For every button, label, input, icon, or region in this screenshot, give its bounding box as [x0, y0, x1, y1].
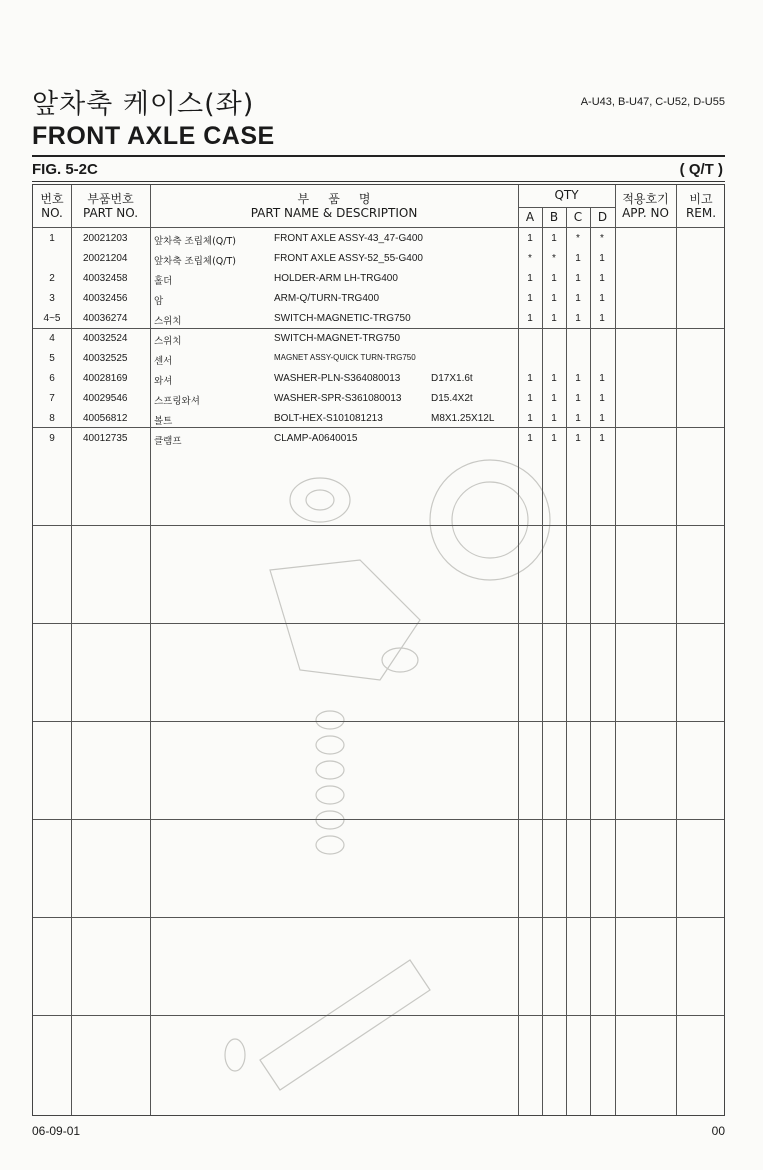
row-part-no: 40036274: [83, 313, 128, 324]
row-qty-d: 1: [599, 273, 605, 284]
row-qty-d: *: [600, 233, 604, 244]
row-qty-b: 1: [551, 233, 557, 244]
row-no: 4: [49, 333, 55, 344]
header-qty-a: A: [525, 210, 535, 224]
row-name-ko: 볼트: [154, 416, 173, 427]
model-list: A-U43, B-U47, C-U52, D-U55: [580, 96, 725, 108]
row-qty-d: 1: [599, 293, 605, 304]
header-qty-c: C: [573, 210, 583, 224]
row-qty-b: 1: [551, 273, 557, 284]
row-qty-b: 1: [551, 413, 557, 424]
row-qty-a: 1: [527, 373, 533, 384]
row-qty-d: 1: [599, 253, 605, 264]
header-app-no: APP. NO: [622, 206, 669, 220]
row-qty-a: 1: [527, 293, 533, 304]
row-name-ko: 스위치: [154, 336, 182, 347]
header-part-no: PART NO.: [82, 206, 139, 220]
row-qty-a: 1: [527, 273, 533, 284]
row-part-no: 40012735: [83, 433, 128, 444]
row-name-ko: 홀더: [154, 276, 173, 287]
row-part-no: 40032525: [83, 353, 128, 364]
header-rem-ko: 비고: [689, 192, 713, 206]
row-part-no: 40029546: [83, 393, 128, 404]
row-part-name: WASHER-PLN-S364080013: [274, 373, 401, 384]
row-qty-c: 1: [575, 293, 581, 304]
page-title: FRONT AXLE CASE: [32, 122, 275, 150]
row-part-name: BOLT-HEX-S101081213: [274, 413, 383, 424]
row-spec: D15.4X2t: [431, 393, 473, 404]
row-part-no: 20021203: [83, 233, 128, 244]
row-qty-a: 1: [527, 313, 533, 324]
row-part-name: WASHER-SPR-S361080013: [274, 393, 402, 404]
row-qty-b: *: [552, 253, 556, 264]
row-name-ko: 앞차축 조립체(Q/T): [154, 256, 236, 267]
row-name-ko: 암: [154, 296, 164, 307]
row-no: 3: [49, 293, 55, 304]
row-qty-b: 1: [551, 293, 557, 304]
row-qty-b: 1: [551, 393, 557, 404]
row-no: 8: [49, 413, 55, 424]
header-part-name: PART NAME & DESCRIPTION: [250, 206, 418, 220]
row-qty-d: 1: [599, 313, 605, 324]
row-part-name: FRONT AXLE ASSY-43_47-G400: [274, 233, 423, 244]
header-app-ko: 적용호기: [622, 192, 669, 206]
row-no: 4~5: [43, 313, 61, 324]
header-part-ko: 부품번호: [87, 192, 134, 206]
row-qty-d: 1: [599, 373, 605, 384]
row-qty-c: 1: [575, 253, 581, 264]
row-part-name: SWITCH-MAGNET-TRG750: [274, 333, 401, 344]
row-part-name: FRONT AXLE ASSY-52_55-G400: [274, 253, 423, 264]
header-qty-b: B: [549, 210, 559, 224]
row-qty-c: 1: [575, 413, 581, 424]
footer-date: 06-09-01: [32, 1124, 81, 1138]
row-qty-c: 1: [575, 373, 581, 384]
row-no: 2: [49, 273, 55, 284]
row-spec: D17X1.6t: [431, 373, 473, 384]
row-part-name: CLAMP-A0640015: [274, 433, 358, 444]
row-qty-a: 1: [527, 393, 533, 404]
variant-label: ( Q/T ): [679, 161, 723, 178]
row-name-ko: 센서: [154, 356, 173, 367]
title-rule: [32, 155, 725, 157]
row-qty-b: 1: [551, 313, 557, 324]
header-name-ko: 부 품 명: [297, 192, 371, 206]
row-qty-a: 1: [527, 433, 533, 444]
row-part-no: 40056812: [83, 413, 128, 424]
row-name-ko: 클램프: [154, 436, 182, 447]
header-qty: QTY: [554, 188, 579, 202]
row-qty-c: *: [576, 233, 580, 244]
row-part-name: ARM-Q/TURN-TRG400: [274, 293, 380, 304]
row-name-ko: 스위치: [154, 316, 182, 327]
header-no-ko: 번호: [40, 192, 64, 206]
row-part-name: HOLDER-ARM LH-TRG400: [274, 273, 398, 284]
row-part-no: 40032456: [83, 293, 128, 304]
row-part-no: 40028169: [83, 373, 128, 384]
page-number: 00: [711, 1124, 725, 1138]
parts-table: [32, 184, 725, 1116]
row-name-ko: 스프링와셔: [154, 396, 200, 407]
row-part-name: MAGNET ASSY-QUICK TURN-TRG750: [274, 353, 416, 362]
row-no: 7: [49, 393, 55, 404]
row-qty-a: 1: [527, 233, 533, 244]
header-qty-d: D: [597, 210, 608, 224]
row-qty-c: 1: [575, 393, 581, 404]
row-no: 5: [49, 353, 55, 364]
page-title-korean: 앞차축 케이스(좌): [32, 89, 255, 120]
row-qty-d: 1: [599, 433, 605, 444]
row-qty-a: *: [528, 253, 532, 264]
row-qty-c: 1: [575, 433, 581, 444]
row-no: 9: [49, 433, 55, 444]
row-name-ko: 앞차축 조립체(Q/T): [154, 236, 236, 247]
row-name-ko: 와셔: [154, 376, 173, 387]
row-qty-d: 1: [599, 413, 605, 424]
figure-number: FIG. 5-2C: [32, 161, 98, 178]
row-part-no: 40032524: [83, 333, 128, 344]
row-qty-d: 1: [599, 393, 605, 404]
figure-rule: [32, 181, 725, 182]
row-qty-c: 1: [575, 273, 581, 284]
header-rem: REM.: [685, 206, 717, 220]
row-part-no: 40032458: [83, 273, 128, 284]
header-no: NO.: [41, 206, 63, 220]
row-qty-c: 1: [575, 313, 581, 324]
row-spec: M8X1.25X12L: [431, 413, 495, 424]
row-qty-b: 1: [551, 373, 557, 384]
row-part-no: 20021204: [83, 253, 128, 264]
row-qty-a: 1: [527, 413, 533, 424]
row-part-name: SWITCH-MAGNETIC-TRG750: [274, 313, 411, 324]
row-no: 6: [49, 373, 55, 384]
row-qty-b: 1: [551, 433, 557, 444]
row-no: 1: [49, 233, 55, 244]
